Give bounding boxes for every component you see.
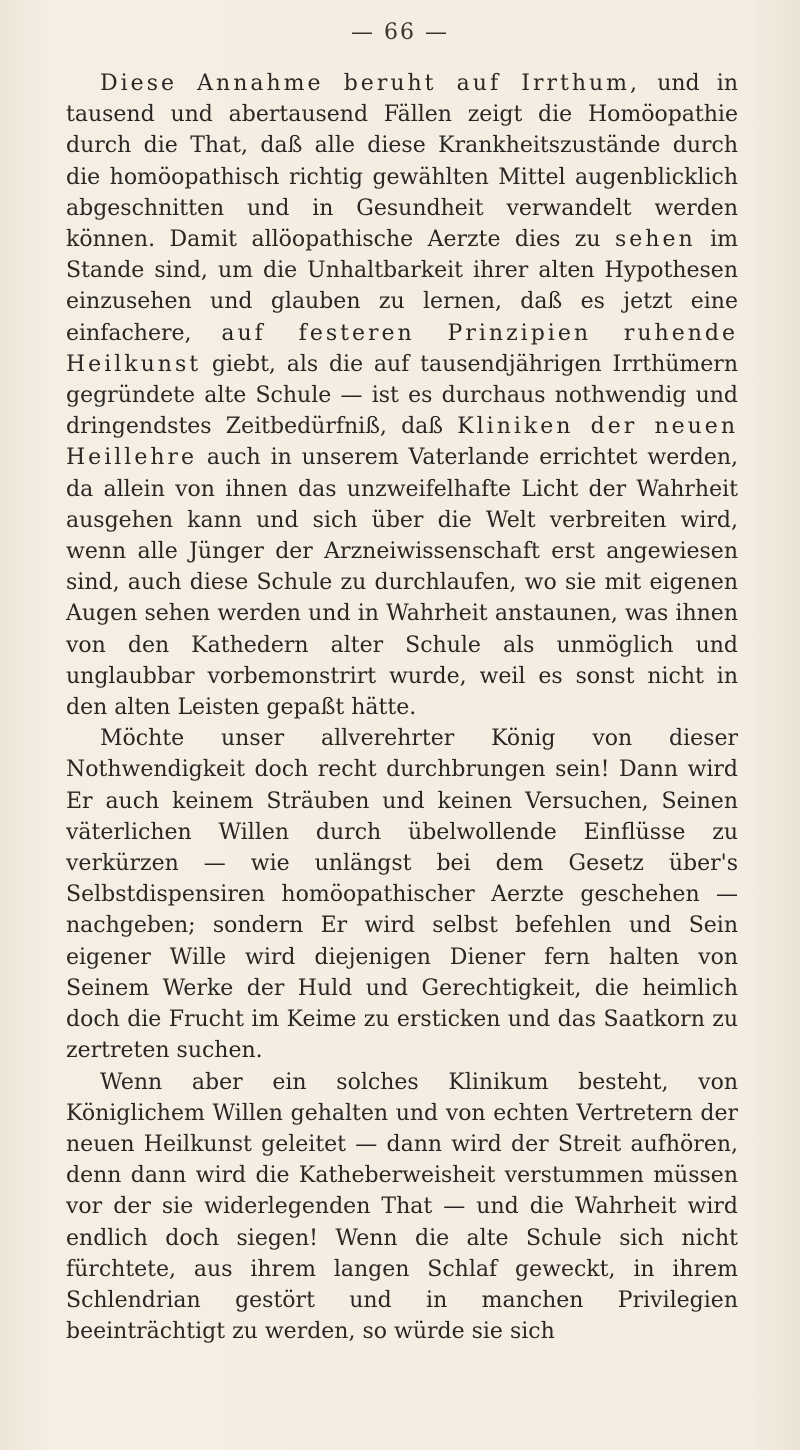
text-run: im Stande sind, um die Unhaltbarkeit ihrer alten Hypothesen einzusehen und glauben zu lernen, daß es jetzt eine einfachere, (66, 227, 739, 346)
body-text (66, 68, 738, 1347)
paragraph (66, 68, 738, 723)
text-run: Möchte unser allverehrter König von dieser Nothwendigkeit doch recht durchbrungen sein! Dann wird Er auch keinem Sträuben und keinen Versuchen, Seinen väterlichen Willen durch übelwollende Einflüsse zu verkürzen — wie unlängst bei dem Gesetz über's Selbstdispensiren homöopathischer Aerzte geschehen — nachgeben; sondern Er wird selbst befehlen und Sein eigener Wille wird diejenigen Diener fern halten von Seinem Werke der Huld und Gerechtigkeit, die heimlich doch die Frucht im Keime zu ersticken und das Saatkorn zu zertreten suchen. (66, 726, 738, 1064)
paragraph (66, 723, 738, 1066)
spaced-emphasis: Diese Annahme beruht auf Irrthum, (100, 71, 641, 96)
text-run: und in tausend und abertausend Fällen zeigt die Homöopathie durch die That, daß alle diese Krankheitszustände durch die homöopathisch richtig gewählten Mittel augenblicklich abgeschnitten und in Gesundheit verwandelt werden können. Damit allöopathische Aerzte dies zu (66, 71, 738, 253)
text-run: auch in unserem Vaterlande errichtet werden, da allein von ihnen das unzweifelhafte Licht der Wahrheit ausgehen kann und sich über die Welt verbreiten wird, wenn alle Jünger der Arzneiwissenschaft erst angewiesen sind, auch diese Schule zu durchlaufen, wo sie mit eigenen Augen sehen werden und in Wahrheit anstaunen, was ihnen von den Kathedern alter Schule als unmöglich und unglaubbar vorbemonstrirt wurde, weil es sonst nicht in den alten Leisten gepaßt hätte. (66, 445, 738, 721)
page-number: — 66 — (351, 20, 449, 45)
spaced-emphasis: auf festeren Prinzipien ruhende Heilkunst (66, 320, 739, 377)
text-run: Wenn aber ein solches Klinikum besteht, von Königlichem Willen gehalten und von echten Vertretern der neuen Heilkunst geleitet — dann wird der Streit aufhören, denn dann wird die Katheberweisheit verstummen müssen vor der sie widerlegenden That — und die Wahrheit wird endlich doch siegen! Wenn die alte Schule sich nicht fürchtete, aus ihrem langen Schlaf geweckt, in ihrem Schlendrian gestört und in manchen Privilegien beeinträchtigt zu werden, so würde sie sich (66, 1069, 738, 1345)
spaced-emphasis: Kliniken der neuen Heillehre (66, 414, 738, 471)
paragraph (66, 1067, 738, 1348)
text-run: giebt, als die auf tausendjährigen Irrthümern gegründete alte Schule — ist es durchaus nothwendig und dringendstes Zeitbedürfniß, daß (66, 351, 738, 440)
spaced-emphasis: sehen (615, 227, 696, 253)
